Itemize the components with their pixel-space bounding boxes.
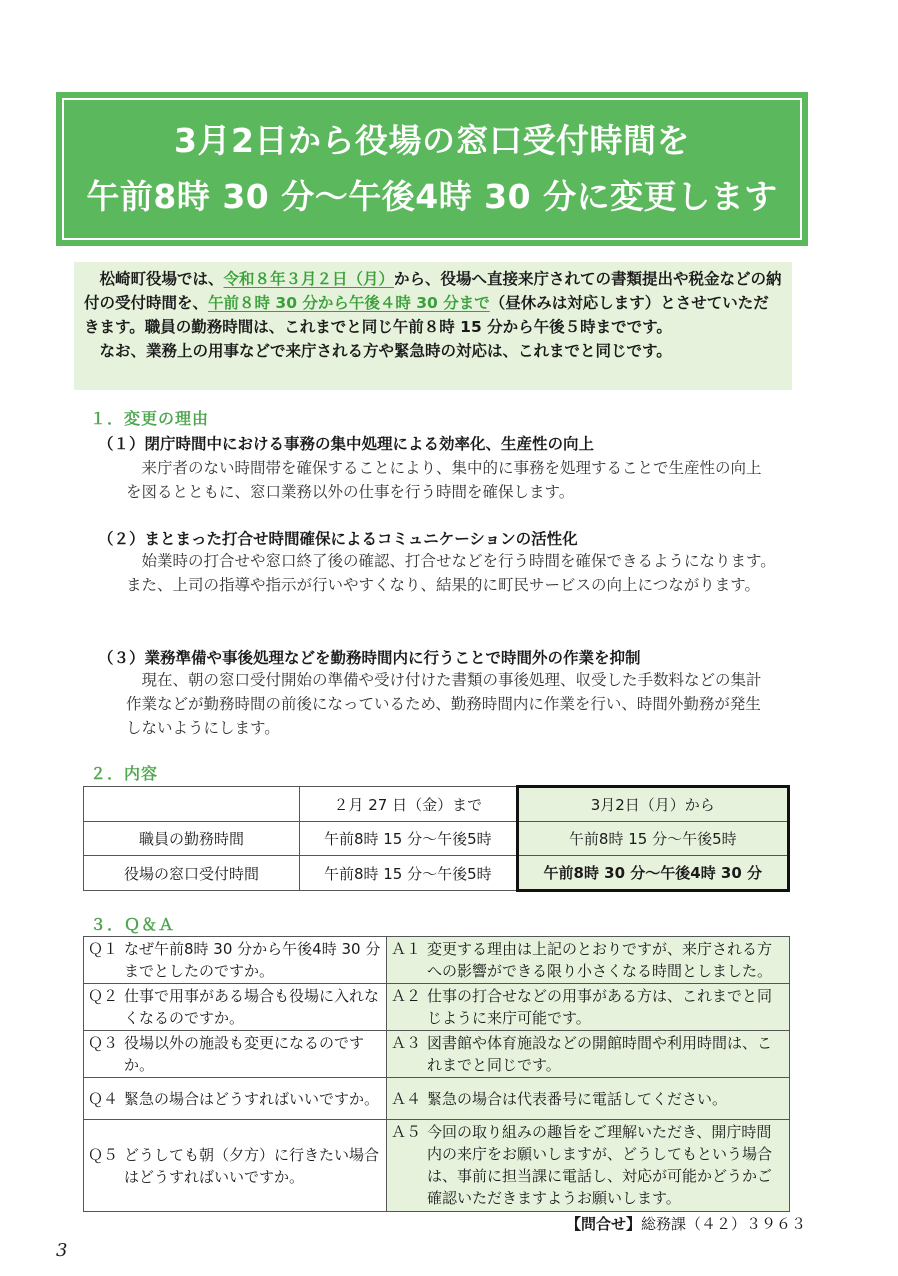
- intro-text: （昼休みは対応します）とさせていただきます。職員の勤務時間は、これまでと同じ午前８時 15 分から午後５時までです。: [84, 294, 769, 336]
- title-line-1: 3月2日から役場の窓口受付時間を: [174, 121, 690, 160]
- answer-number: Ａ３: [391, 1034, 422, 1052]
- title-line-2: 午前8時 30 分～午後4時 30 分に変更します: [86, 177, 778, 216]
- question-text: どうしても朝（夕方）に行きたい場合はどうすればいいですか。: [124, 1145, 380, 1186]
- qa-row: [84, 937, 790, 984]
- qa-table: [83, 936, 790, 1212]
- qa-row: [84, 1078, 790, 1120]
- reason-body-3: [126, 668, 776, 740]
- table-cell: 午前8時 30 分～午後4時 30 分: [517, 856, 788, 891]
- answer-text: 仕事の打合せなどの用事がある方は、これまでと同じように来庁可能です。: [427, 987, 773, 1027]
- reason-title-2: （２）まとまった打合せ時間確保によるコミュニケーションの活性化: [98, 530, 578, 548]
- reason-title-3: （３）業務準備や事後処理などを勤務時間内に行うことで時間外の作業を抑制: [98, 649, 641, 667]
- intro-text: 松崎町役場では、: [99, 270, 224, 288]
- question-number: Ｑ１: [88, 940, 119, 958]
- section-heading-reasons: １．変更の理由: [90, 409, 210, 428]
- question-text: 仕事で用事がある場合も役場に入れなくなるのですか。: [124, 987, 380, 1027]
- intro-paragraph-1: [84, 267, 784, 339]
- intro-paragraph-2: なお、業務上の用事などで来庁される方や緊急時の対応は、これまでと同じです。: [99, 342, 672, 360]
- table-cell: 午前8時 15 分～午後5時: [517, 822, 788, 856]
- question-number: Ｑ２: [88, 987, 119, 1005]
- answer-number: Ａ２: [391, 987, 422, 1005]
- answer-cell: [387, 984, 790, 1031]
- question-cell: [84, 1031, 387, 1078]
- reason-text: 始業時の打合せや窓口終了後の確認、打合せなどを行う時間を確保できるようになります。また、上司の指導や指示が行いやすくなり、結果的に町民サービスの向上につながります。: [126, 552, 776, 594]
- page-number: 3: [56, 1240, 68, 1261]
- intro-box: [74, 262, 792, 390]
- question-text: 緊急の場合はどうすればいいですか。: [124, 1089, 380, 1108]
- question-text: なぜ午前8時 30 分から午後4時 30 分までとしたのですか。: [124, 940, 381, 980]
- answer-text: 緊急の場合は代表番号に電話してください。: [427, 1089, 728, 1108]
- table-cell: 職員の勤務時間: [84, 822, 300, 856]
- answer-text: 変更する理由は上記のとおりですが、来庁される方への影響ができる限り小さくなる時間としました。: [427, 940, 773, 980]
- answer-number: Ａ１: [391, 940, 422, 958]
- question-number: Ｑ３: [88, 1034, 119, 1052]
- reason-text: 現在、朝の窓口受付開始の準備や受け付けた書類の事後処理、収受した手数料などの集計作業などが勤務時間の前後になっているため、勤務時間内に作業を行い、時間外勤務が発生しないようにします。: [126, 671, 762, 737]
- reason-body-1: [126, 456, 776, 504]
- answer-cell: [387, 937, 790, 984]
- contact-label: 【問合せ】: [565, 1215, 641, 1233]
- reason-body-2: [126, 549, 776, 597]
- qa-row: [84, 984, 790, 1031]
- table-header-cell: [84, 787, 300, 822]
- hours-highlight: 午前８時 30 分から午後４時 30 分まで: [208, 294, 490, 312]
- table-cell: 午前8時 15 分～午後5時: [300, 856, 517, 891]
- table-cell: 役場の窓口受付時間: [84, 856, 300, 891]
- section-heading-content: ２．内容: [90, 764, 159, 783]
- answer-text: 今回の取り組みの趣旨をご理解いただき、開庁時間内の来庁をお願いしますが、どうしてもという場合は、事前に担当課に電話し、対応が可能かどうかご確認いただきますようお願いします。: [427, 1123, 773, 1207]
- intro-text: から、役場へ直接来庁されての書類提出や税金などの納付の受付時間を、: [84, 270, 782, 312]
- table-header-cell: 3月2日（月）から: [517, 787, 788, 822]
- answer-text: 図書館や体育施設などの開館時間や利用時間は、これまでと同じです。: [427, 1034, 773, 1074]
- schedule-change-table: [83, 785, 790, 892]
- question-cell: [84, 1078, 387, 1120]
- answer-cell: [387, 1031, 790, 1078]
- table-header-row: [84, 787, 789, 822]
- section-heading-qa: ３．Ｑ＆Ａ: [90, 915, 176, 934]
- answer-cell: [387, 1078, 790, 1120]
- contact-info: [566, 1213, 806, 1234]
- answer-number: Ａ５: [391, 1123, 422, 1141]
- reason-title-1: （１）閉庁時間中における事務の集中処理による効率化、生産性の向上: [98, 435, 595, 453]
- question-cell: [84, 984, 387, 1031]
- table-row: [84, 856, 789, 891]
- qa-row: [84, 1031, 790, 1078]
- answer-cell: [387, 1120, 790, 1212]
- qa-row: [84, 1120, 790, 1212]
- reason-text: 来庁者のない時間帯を確保することにより、集中的に事務を処理することで生産性の向上を図るとともに、窓口業務以外の仕事を行う時間を確保します。: [126, 459, 762, 501]
- answer-number: Ａ４: [391, 1089, 422, 1108]
- question-number: Ｑ５: [88, 1145, 119, 1164]
- title-banner-frame: [62, 98, 802, 240]
- question-cell: [84, 1120, 387, 1212]
- table-cell: 午前8時 15 分～午後5時: [300, 822, 517, 856]
- contact-text: 総務課（４２）３９６３: [640, 1215, 806, 1233]
- question-text: 役場以外の施設も変更になるのですか。: [124, 1034, 365, 1074]
- question-cell: [84, 937, 387, 984]
- title-banner: [56, 92, 808, 246]
- table-header-cell: ２月 27 日（金）まで: [300, 787, 517, 822]
- table-row: [84, 822, 789, 856]
- start-date-highlight: 令和８年３月２日（月）: [223, 270, 395, 288]
- question-number: Ｑ４: [88, 1089, 119, 1108]
